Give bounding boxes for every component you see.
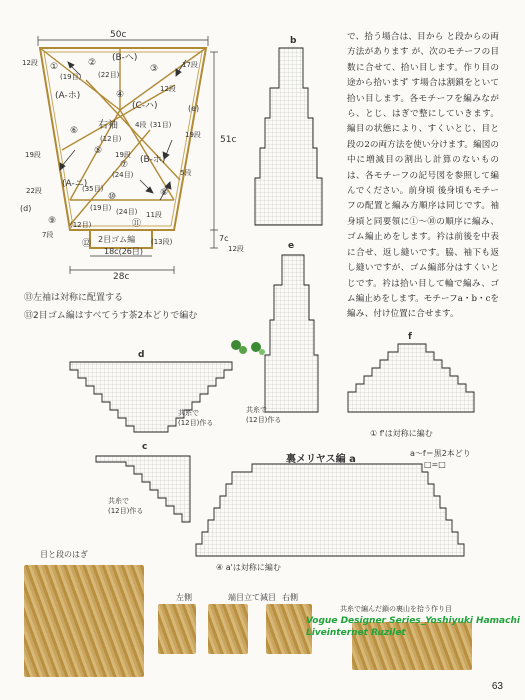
stitch-label: (24目): [112, 171, 134, 179]
block-a-ni: (A-ニ): [62, 179, 88, 189]
chart-d-note: 共糸で (12目)作る: [178, 409, 214, 427]
stitch-label: (31目): [150, 121, 172, 129]
rows-label: 7段: [42, 231, 54, 239]
technique-mesh-label: 目と段のはぎ: [40, 550, 88, 559]
note-left-sleeve: ⑬左袖は対称に配置する: [24, 293, 124, 303]
block-c-ha: (C-ハ): [132, 101, 158, 111]
chart-c-note: 共糸で (12目)作る: [108, 497, 144, 515]
page-number: 63: [491, 681, 503, 692]
technique-left-photo: [158, 604, 196, 654]
sleeve-rows-small: 12段: [228, 245, 244, 253]
stitch-label: (35目): [82, 185, 104, 193]
circled-number: ⑥: [70, 126, 79, 136]
sleeve-label: 右袖: [98, 120, 118, 131]
circled-number: ⑩: [108, 192, 117, 202]
circled-number: ④: [116, 90, 125, 100]
watermark-line1: Vogue Designer Series_Yoshiyuki Hamachi: [306, 616, 520, 626]
technique-center-label: 端目立て減目: [228, 593, 276, 602]
sleeve-top-width: 50c: [110, 30, 127, 40]
rows-label: 5段: [180, 169, 192, 177]
body-paragraph: で、拾う場合は、目から と段からの両方法があります が、次のモチーフの目数に合せて、拾い目します。作り目の途から拾いまず す場合は割鎖をといて拾い目します。各モチーフを編みながら、とじ、はぎで整にしていきます。編目の状態により、すくいとじ、目と段の2の両方法を使い分けます。編図の中に増減目の割出し計算のないものは、各モチーフの記号図を参照して編んでください。前身頃 後身頃もモチーフの配置と編み方順序は同じです。袖 身頃と同要領に①～⑩の順序に編み、ゴム編止めをします。衿は前後を中表に合せ、返し縫いです。脇、袖下も返し縫いですが、ゴム編部分はすくいとじです。衿は拾い目して輪で編み、ゴム編止めをします。モチーフa・b・cを編み、付け位置に合せます。: [347, 32, 499, 320]
circled-number: ⑦: [120, 160, 129, 170]
rows-label: 19段: [185, 131, 201, 139]
chart-b-label: b: [290, 36, 297, 46]
chart-c-label: c: [142, 442, 148, 452]
chart-a-label: 裏メリヤス編 a: [286, 454, 356, 465]
circled-number: ⑤: [94, 146, 103, 156]
block-a-ho: (A-ホ): [55, 91, 81, 101]
circled-number: ②: [88, 58, 97, 68]
circled-number: ⑫: [82, 239, 92, 249]
rows-label: 19段: [115, 151, 131, 159]
note-rib: ⑬2目ゴム編はすべてうす茶2本どりで編む: [24, 311, 198, 321]
rows-label: 12段: [22, 59, 38, 67]
block-b-ho: (B-ホ): [140, 155, 166, 165]
sleeve-height: 51c: [220, 135, 237, 145]
chart-a-legend-symbol: □=□: [424, 460, 446, 469]
technique-last-label: 共糸で編んだ鎖の裏山を拾う作り目: [340, 605, 452, 613]
technique-right-label: 右側: [282, 593, 298, 602]
side-label-d: (d): [20, 204, 32, 213]
chart-a-legend-title: a～f＝黒2本どり: [410, 449, 471, 458]
technique-mesh-photo: [24, 565, 144, 677]
stitch-label: (12目): [100, 135, 122, 143]
circled-number: ⑧: [160, 188, 169, 198]
circled-number: ③: [150, 64, 159, 74]
technique-center-photo: [208, 604, 248, 654]
stitch-label: (19目): [60, 73, 82, 81]
circled-number: ⑨: [48, 216, 57, 226]
circled-number: ①: [50, 62, 59, 72]
chart-d-label: d: [138, 350, 145, 360]
rows-label: 12段: [160, 85, 176, 93]
chart-a-note: ④ a'は対称に編む: [216, 563, 281, 572]
stitch-label: (24目): [116, 208, 138, 216]
chart-e-label: e: [288, 241, 295, 251]
sleeve-bottom-inner: 18c(26目): [104, 247, 143, 256]
sleeve-bottom-outer: 28c: [113, 272, 130, 282]
watermark-line2: Liveinternet Ruzilet: [306, 628, 406, 638]
rows-label: 19段: [25, 151, 41, 159]
sleeve-bottom-rows: 7c: [219, 234, 229, 243]
chart-f-note: ① f'は対称に編む: [370, 429, 433, 438]
rows-label: 4段: [135, 121, 147, 129]
technique-left-label: 左側: [176, 593, 192, 602]
chart-e-note: 共糸で (12目)作る: [246, 406, 282, 424]
stitch-label: (22目): [98, 71, 120, 79]
rows-label: 11段: [146, 211, 162, 219]
stitch-label: (12目): [70, 221, 92, 229]
chart-f-label: f: [408, 332, 412, 342]
stitch-label: (19目): [90, 204, 112, 212]
side-label-e: (e): [188, 104, 200, 113]
rows-label: 22段: [26, 187, 42, 195]
rib-label: 2目ゴム編: [98, 235, 136, 244]
block-b-he: (B-ヘ): [112, 53, 138, 63]
rows-label: 17段: [182, 61, 198, 69]
circled-number: ⑪: [132, 219, 142, 229]
rib-rows: (13段): [151, 238, 173, 246]
